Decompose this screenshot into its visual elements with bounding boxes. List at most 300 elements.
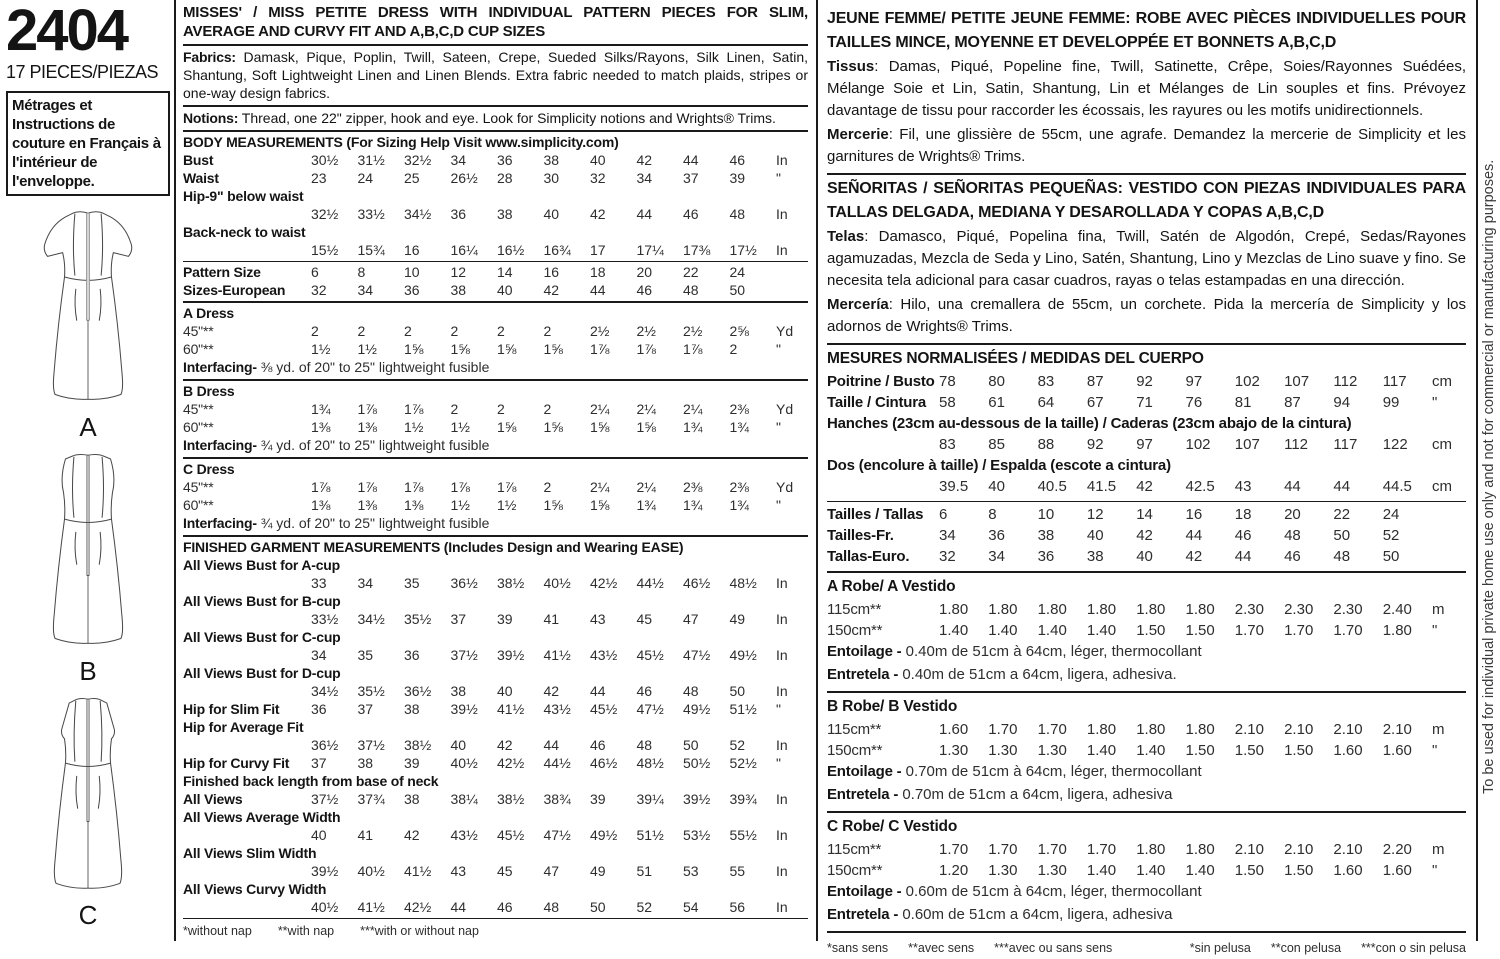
row-value: 39: [729, 170, 746, 186]
row-spacer: [183, 682, 311, 700]
row-value: 1.80: [1382, 622, 1412, 639]
row-label: Tailles / Tallas: [827, 506, 924, 523]
row-unit: In: [776, 152, 788, 168]
robe-a-section: [827, 573, 1466, 693]
row-value: 46: [636, 282, 653, 298]
row-unit: In: [776, 791, 788, 807]
table-row: [827, 599, 1466, 620]
row-label: 45"**: [183, 401, 214, 417]
row-value: 36½: [404, 683, 432, 699]
row-value: 24: [357, 170, 374, 186]
row-value: 1.40: [1136, 742, 1166, 759]
row-value: 16¼: [450, 242, 478, 258]
row-value: 34½: [311, 683, 339, 699]
table-row: [183, 281, 808, 299]
table-row: [827, 719, 1466, 740]
table-row: [827, 839, 1466, 860]
row-value: 1.80: [1136, 841, 1166, 858]
row-value: 1.50: [1185, 622, 1215, 639]
row-value: 30½: [311, 152, 339, 168]
table-row: [183, 628, 808, 664]
row-unit: m: [1431, 721, 1445, 738]
row-value: 2: [543, 479, 552, 495]
table-row: [183, 263, 808, 281]
row-value: 1.70: [1284, 622, 1314, 639]
row-value: 112: [1333, 373, 1358, 390]
row-value: 1.70: [1037, 721, 1067, 738]
row-value: 97: [1136, 436, 1153, 453]
row-value: 43: [450, 863, 467, 879]
table-row: [183, 340, 808, 358]
row-label: Poitrine / Busto: [827, 373, 935, 390]
row-unit: m: [1431, 841, 1445, 858]
row-value: 2: [311, 323, 319, 339]
row-value: 1⅜: [357, 419, 377, 435]
row-spacer: [183, 862, 311, 880]
row-value: 2.20: [1382, 841, 1412, 858]
row-value: 102: [1234, 373, 1260, 390]
row-label: Back-neck to waist: [183, 224, 306, 240]
row-value: 45½: [590, 701, 618, 717]
row-value: 48½: [636, 755, 664, 771]
footnote-without-nap: *without nap: [183, 924, 252, 938]
row-value: 6: [939, 506, 948, 523]
row-unit: In: [776, 827, 788, 843]
row-label: All Views: [183, 791, 243, 807]
row-value: 12: [1086, 506, 1104, 523]
tailles-section: [827, 502, 1466, 573]
dress-a-section: [183, 303, 808, 381]
row-value: 39½: [683, 791, 711, 807]
row-value: 17: [590, 242, 606, 258]
row-label: Hanches (23cm au-dessous de la taille) / Caderas (23cm abajo de la cintura): [827, 415, 1352, 432]
interfacing-label: Interfacing-: [183, 515, 257, 531]
row-value: 26½: [450, 170, 478, 186]
row-value: 39½: [311, 863, 339, 879]
row-value: 40½: [450, 755, 478, 771]
row-label: Taille / Cintura: [827, 394, 927, 411]
dress-a-interfacing: [183, 358, 808, 377]
row-value: 2.10: [1382, 721, 1412, 738]
row-value: 44: [1284, 478, 1301, 495]
row-value: 80: [988, 373, 1005, 390]
table-row: [183, 592, 808, 628]
table-row: [827, 392, 1466, 413]
row-unit: ": [776, 755, 781, 771]
row-value: 16: [1185, 506, 1203, 523]
row-unit: [1432, 504, 1466, 525]
row-value: 51½: [636, 827, 664, 843]
row-unit: In: [776, 242, 788, 258]
row-value: 25: [404, 170, 420, 186]
row-value: 45: [497, 863, 513, 879]
row-value: 1.60: [939, 721, 969, 738]
row-value: 17¼: [636, 242, 664, 258]
row-value: 35: [357, 647, 374, 663]
row-value: 1⅝: [636, 419, 656, 435]
table-row: [827, 620, 1466, 641]
table-row: [183, 151, 808, 169]
robe-b-entretela: [827, 784, 1466, 807]
row-value: 50: [1333, 527, 1351, 544]
row-value: 40½: [311, 899, 339, 915]
fabrics-text: Damask, Pique, Poplin, Twill, Sateen, Crepe, Sueded Silks/Rayons, Silk Linen, Satin, Shantung, Soft Lightweight Linen and Linen Blends. Extra fabric needed to match plaids, stripes or one-way design fabrics.: [183, 49, 808, 101]
row-value: 16: [543, 264, 560, 280]
row-value: 40: [590, 152, 606, 168]
row-unit: ": [1431, 742, 1438, 759]
row-value: 33½: [311, 611, 339, 627]
row-value: 1⅜: [311, 419, 331, 435]
row-value: 2¼: [636, 479, 656, 495]
row-value: 117: [1382, 373, 1407, 390]
row-value: 1.40: [939, 622, 969, 639]
entretela-text: 0.40m de 51cm a 64cm, ligera, adhesiva.: [898, 666, 1177, 683]
row-value: 112: [1284, 436, 1309, 453]
dress-b-yardage-table: [183, 400, 808, 436]
robe-b-section: [827, 693, 1466, 813]
row-label: Pattern Size: [183, 264, 261, 280]
row-value: 44: [543, 737, 560, 753]
row-value: 42: [543, 282, 560, 298]
row-value: 48: [683, 683, 699, 699]
row-value: 33½: [357, 206, 385, 222]
merceria-text: : Hilo, una cremallera de 55cm, un corchete. Pida la mercería de Simplicity y los adornos de Wrights® Trims.: [827, 296, 1466, 335]
row-value: 1⅝: [404, 341, 424, 357]
row-value: 14: [1136, 506, 1153, 523]
entoilage-label: Entoilage -: [827, 763, 902, 780]
row-value: 24: [729, 264, 746, 280]
row-value: 23: [311, 170, 327, 186]
row-value: 46½: [590, 755, 618, 771]
row-value: 94: [1333, 394, 1351, 411]
row-value: 2: [497, 323, 505, 339]
row-value: 2.30: [1284, 601, 1314, 618]
row-value: 48: [1284, 527, 1301, 544]
row-value: 1⅞: [404, 401, 424, 417]
row-value: 1.80: [1086, 601, 1117, 618]
row-value: 36: [1037, 548, 1055, 565]
row-value: 45½: [636, 647, 664, 663]
row-value: 40: [311, 827, 327, 843]
row-value: 1½: [450, 497, 470, 513]
row-value: 50: [1382, 548, 1400, 565]
fabrics-label: Fabrics:: [183, 49, 236, 65]
row-value: 1¾: [311, 401, 331, 417]
row-label: Bust: [183, 152, 214, 168]
row-value: 53: [683, 863, 699, 879]
row-value: 1⅞: [404, 479, 424, 495]
row-value: 87: [1284, 394, 1301, 411]
row-value: 31½: [357, 152, 385, 168]
row-label: Waist: [183, 170, 219, 186]
row-unit: In: [776, 647, 788, 663]
row-value: 51½: [729, 701, 757, 717]
row-value: 6: [311, 264, 319, 280]
row-label: 115cm**: [827, 721, 882, 738]
robe-c-entretela: [827, 904, 1466, 927]
row-value: 18: [590, 264, 606, 280]
row-value: 47½: [636, 701, 664, 717]
row-value: 44: [590, 683, 606, 699]
row-value: 41½: [497, 701, 525, 717]
entoilage-label: Entoilage -: [827, 643, 902, 660]
row-value: 1½: [497, 497, 517, 513]
row-value: 37¾: [357, 791, 385, 807]
row-value: 52: [729, 737, 746, 753]
row-value: 34: [988, 548, 1005, 565]
telas-text: : Damasco, Piqué, Popelina fina, Twill, Satén de Algodón, Crepé, Sedas/Rayones agamuzadas, Mezcla de Seda y Lino, Satén, Shantung, Lino y Mezclas de Lino suave y fino. Se necesita tela adicional para casar cuadros, rayas o telas estampadas en una dirección.: [827, 228, 1466, 289]
row-unit: In: [776, 863, 788, 879]
row-value: 1⅜: [311, 497, 331, 513]
row-value: 122: [1382, 436, 1408, 453]
row-label: 115cm**: [827, 841, 882, 858]
entretela-label: Entretela -: [827, 786, 899, 803]
nap-footnotes: [183, 919, 808, 940]
row-value: 1.40: [988, 622, 1018, 639]
row-value: 38¾: [543, 791, 571, 807]
row-value: 43½: [590, 647, 618, 663]
row-value: 1.60: [1333, 742, 1363, 759]
row-value: 1⅝: [590, 419, 610, 435]
row-value: 2⅜: [729, 479, 749, 495]
row-spacer: [183, 826, 311, 844]
row-label: 45"**: [183, 323, 214, 339]
body-measurements-section: [183, 132, 808, 262]
table-row: [183, 478, 808, 496]
table-row: [183, 880, 808, 916]
row-value: 2¼: [636, 401, 656, 417]
row-value: 1⅞: [311, 479, 331, 495]
row-value: 44½: [543, 755, 571, 771]
row-value: 32: [311, 282, 327, 298]
row-value: 2.10: [1284, 721, 1314, 738]
row-unit: [1432, 525, 1466, 546]
entoilage-label: Entoilage -: [827, 883, 902, 900]
spanish-title: SEÑORITAS / SEÑORITAS PEQUEÑAS: VESTIDO CON PIEZAS INDIVIDUALES PARA TALLAS DELGADA, MEDIANA Y DESAROLLADA Y COPAS A,B,C,D: [827, 180, 1466, 221]
row-value: 83: [1037, 373, 1055, 390]
robe-a-metrage-table: [827, 599, 1466, 641]
footnote-avec-ou-sans-sens: ***avec ou sans sens: [994, 941, 1113, 955]
row-value: 1.20: [939, 862, 969, 879]
row-label: All Views Average Width: [183, 809, 341, 825]
row-value: 36: [497, 152, 513, 168]
row-value: 1.80: [1086, 721, 1117, 738]
row-value: 1¾: [729, 419, 749, 435]
row-value: 1.70: [1037, 841, 1067, 858]
row-unit: ": [776, 170, 781, 186]
row-value: 47: [683, 611, 699, 627]
row-value: 1⅝: [543, 497, 563, 513]
row-value: 41: [357, 827, 374, 843]
row-label: All Views Slim Width: [183, 845, 317, 861]
row-unit: Yd: [776, 401, 794, 417]
robe-a-entretela: [827, 664, 1466, 687]
row-value: 35½: [357, 683, 385, 699]
row-value: 64: [1037, 394, 1055, 411]
row-unit: In: [776, 611, 788, 627]
view-illustrations: [6, 200, 170, 928]
row-value: 1.40: [1037, 622, 1067, 639]
row-value: 1.80: [1037, 601, 1067, 618]
row-value: 39: [590, 791, 606, 807]
row-value: 1.40: [1086, 742, 1117, 759]
view-b-label: B: [79, 656, 97, 686]
row-value: 30: [543, 170, 560, 186]
row-value: 1.70: [939, 841, 969, 858]
entoilage-text: 0.60m de 51cm à 64cm, léger, thermocollant: [901, 883, 1202, 900]
row-value: 61: [988, 394, 1005, 411]
row-value: 50: [590, 899, 606, 915]
row-value: 76: [1185, 394, 1203, 411]
view-b-block: [6, 444, 170, 684]
row-unit: In: [776, 683, 788, 699]
mercerie-text: : Fil, une glissière de 55cm, une agrafe. Demandez la mercerie de Simplicity et les garnitures de Wrights® Trims.: [827, 126, 1466, 165]
row-value: 1.50: [1234, 862, 1264, 879]
row-value: 36: [404, 647, 420, 663]
dress-b-interfacing: [183, 436, 808, 455]
row-value: 48½: [729, 575, 757, 591]
row-value: 67: [1086, 394, 1104, 411]
table-row: [827, 546, 1466, 567]
row-spacer: [183, 898, 311, 916]
row-value: 40: [988, 478, 1005, 495]
row-spacer: [183, 574, 311, 592]
row-value: 1½: [357, 341, 377, 357]
table-row: [827, 455, 1466, 497]
row-value: 37: [311, 755, 327, 771]
notions-paragraph: [183, 107, 808, 132]
row-value: 42: [1185, 548, 1203, 565]
row-value: 39¼: [636, 791, 664, 807]
row-value: 1.50: [1136, 622, 1166, 639]
robe-c-header: C Robe/ C Vestido: [827, 818, 958, 835]
row-value: 46: [729, 152, 746, 168]
table-row: [183, 322, 808, 340]
robe-b-metrage-table: [827, 719, 1466, 761]
row-value: 15½: [311, 242, 339, 258]
mesures-table: [827, 371, 1466, 497]
row-value: 40: [1086, 527, 1104, 544]
finished-measurements-header: FINISHED GARMENT MEASUREMENTS (Includes Design and Wearing EASE): [183, 539, 684, 555]
row-value: 34: [450, 152, 467, 168]
spanish-footnotes: [1190, 937, 1466, 959]
view-c-block: [6, 688, 170, 928]
table-row: [183, 418, 808, 436]
row-value: 32: [939, 548, 956, 565]
row-value: 8: [357, 264, 366, 280]
row-value: 34: [357, 282, 374, 298]
row-value: 49: [590, 863, 606, 879]
tissus-paragraph: [827, 55, 1466, 123]
row-value: 38: [404, 701, 420, 717]
row-value: 2¼: [590, 401, 610, 417]
row-value: 46: [1284, 548, 1301, 565]
footnote-sin-pelusa: *sin pelusa: [1189, 941, 1251, 955]
row-value: 99: [1382, 394, 1400, 411]
row-value: 1.40: [1185, 862, 1215, 879]
row-label: 150cm**: [827, 742, 883, 759]
table-row: [827, 504, 1466, 525]
row-spacer: [827, 476, 939, 497]
row-value: 1.50: [1185, 742, 1215, 759]
row-value: 1¾: [683, 419, 703, 435]
robe-a-entoilage: [827, 641, 1466, 664]
row-value: 39½: [497, 647, 525, 663]
row-value: 16: [404, 242, 420, 258]
row-spacer: [183, 646, 311, 664]
row-spacer: [183, 736, 311, 754]
row-value: 46: [1234, 527, 1252, 544]
table-row: [183, 844, 808, 880]
row-value: 2: [450, 401, 459, 417]
row-value: 33: [311, 575, 327, 591]
row-value: 1⅝: [590, 497, 610, 513]
row-value: 38: [450, 282, 467, 298]
row-value: 2.10: [1333, 841, 1363, 858]
row-value: 28: [497, 170, 513, 186]
row-value: 42½: [590, 575, 618, 591]
row-value: 37½: [450, 647, 478, 663]
row-value: 50½: [683, 755, 711, 771]
row-label: All Views Bust for A-cup: [183, 557, 340, 573]
english-column: [176, 0, 818, 941]
row-value: 42.5: [1185, 478, 1215, 495]
row-value: 42: [1136, 527, 1153, 544]
row-value: 16½: [497, 242, 525, 258]
row-value: 48: [636, 737, 653, 753]
row-value: 37: [683, 170, 699, 186]
row-value: 1.70: [1234, 622, 1264, 639]
notions-label: Notions:: [183, 110, 239, 126]
row-value: 85: [988, 436, 1005, 453]
row-value: 97: [1185, 373, 1203, 390]
mercerie-paragraph: [827, 123, 1466, 169]
row-value: 2¼: [590, 479, 610, 495]
row-label: All Views Bust for C-cup: [183, 629, 341, 645]
row-value: 40.5: [1037, 478, 1067, 495]
row-value: 1.50: [1234, 742, 1264, 759]
footnote-con-pelusa: **con pelusa: [1270, 941, 1342, 955]
pattern-number: 2404: [6, 0, 128, 63]
dress-a-yardage-table: [183, 322, 808, 358]
row-value: 2⅜: [683, 479, 703, 495]
row-value: 35½: [404, 611, 432, 627]
sens-pelusa-footnotes: [827, 933, 1466, 959]
row-value: 42: [543, 683, 560, 699]
row-value: 44: [450, 899, 467, 915]
row-unit: cm: [1431, 478, 1452, 495]
pattern-size-table: [183, 263, 808, 299]
finished-measurements-table: [183, 556, 808, 916]
table-row: [183, 790, 808, 808]
row-value: 10: [404, 264, 420, 280]
row-value: 39½: [450, 701, 478, 717]
spanish-description-section: [827, 175, 1466, 345]
row-value: 46: [590, 737, 606, 753]
row-unit: [776, 263, 808, 281]
row-value: 42: [404, 827, 420, 843]
row-value: 1⅞: [450, 479, 470, 495]
dress-back-view-a-illustration: [19, 200, 157, 418]
robe-c-entoilage: [827, 881, 1466, 904]
row-value: 46½: [683, 575, 711, 591]
row-value: 2.30: [1333, 601, 1363, 618]
row-value: 1½: [311, 341, 331, 357]
english-title: MISSES' / MISS PETITE DRESS WITH INDIVIDUAL PATTERN PIECES FOR SLIM, AVERAGE AND CURVY FIT AND A,B,C,D CUP SIZES: [183, 3, 808, 46]
row-value: 50: [729, 282, 746, 298]
footnote-avec-sens: **avec sens: [908, 941, 975, 955]
row-value: 41½: [357, 899, 385, 915]
